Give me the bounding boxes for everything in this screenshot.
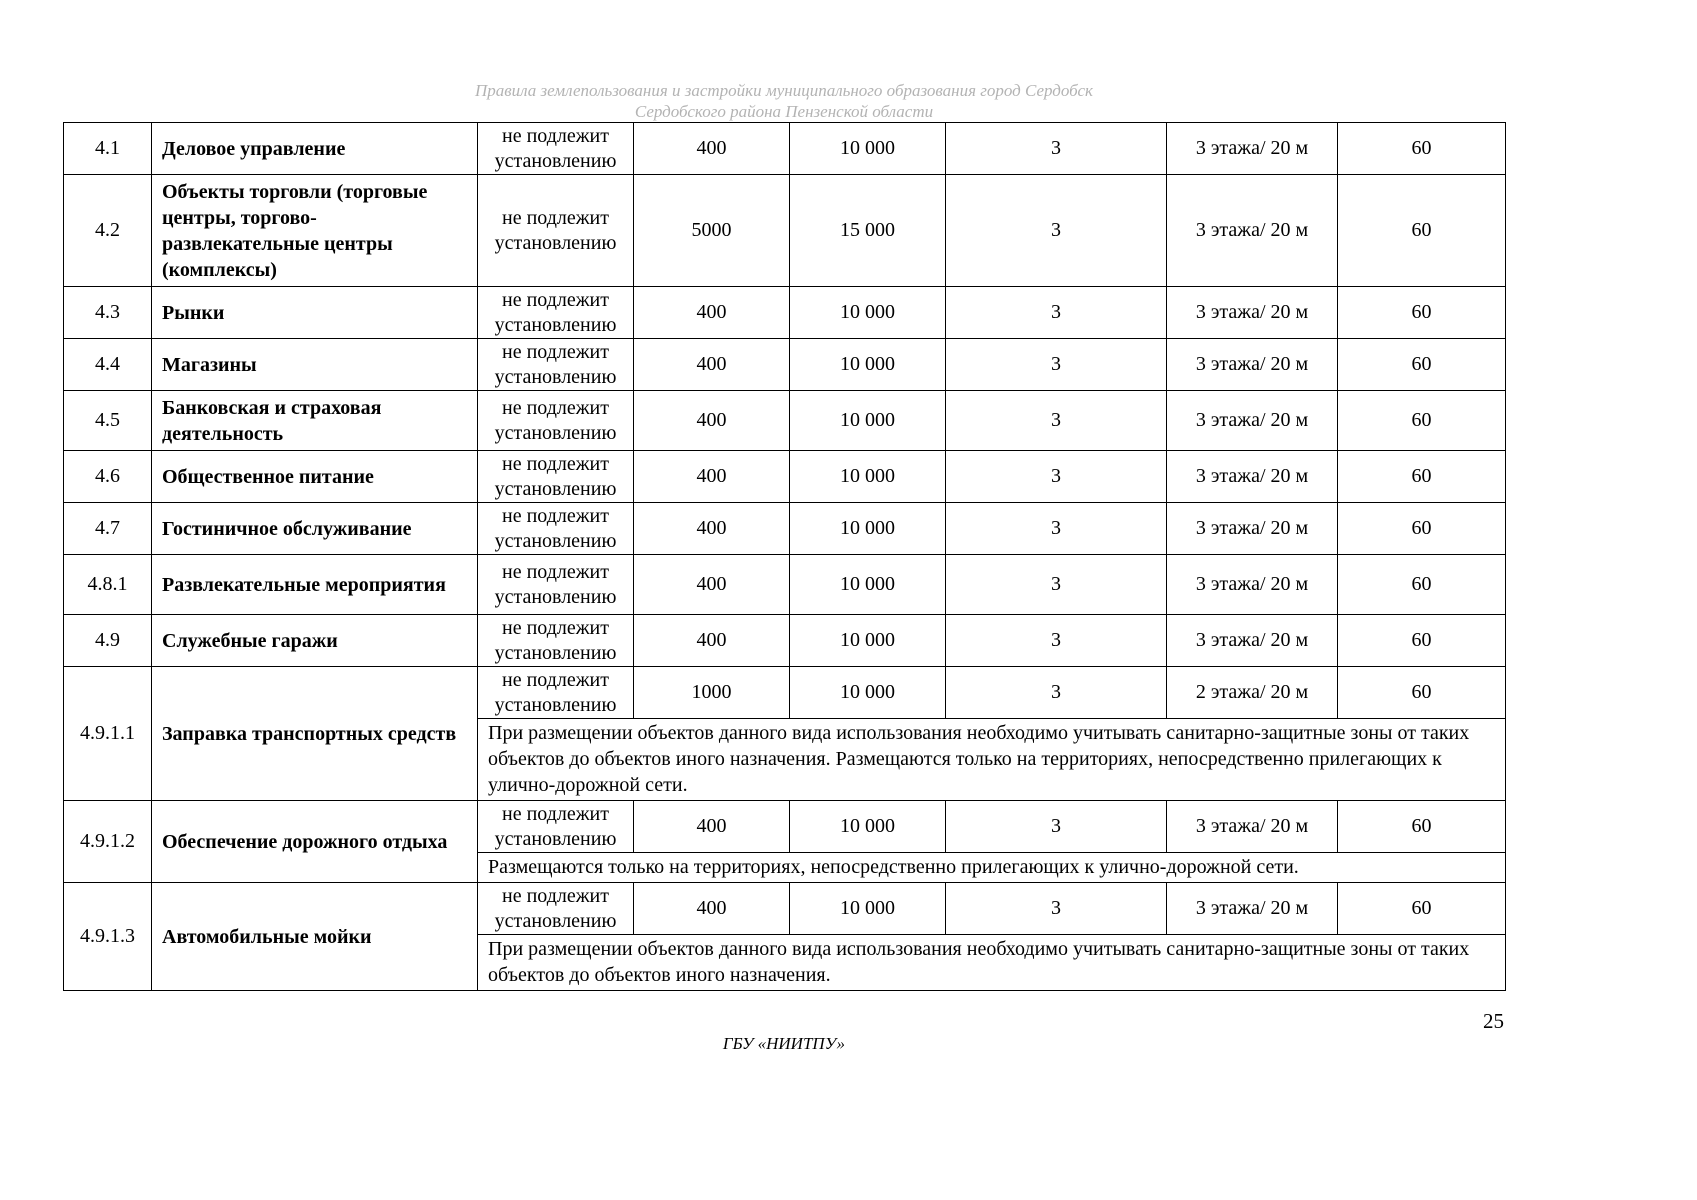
- table-row: [64, 451, 1506, 503]
- cell-max-height: 3 этажа/ 20 м: [1167, 503, 1338, 555]
- cell-max-area: 10 000: [790, 451, 946, 503]
- cell-min-width: не подлежит установлению: [478, 503, 634, 555]
- table-row: [64, 801, 1506, 853]
- cell-min-width: не подлежит установлению: [478, 615, 634, 667]
- cell-min-area: 400: [634, 615, 790, 667]
- table-row: [64, 667, 1506, 719]
- cell-coverage: 60: [1338, 555, 1506, 615]
- cell-min-width: не подлежит установлению: [478, 391, 634, 451]
- cell-max-area: 10 000: [790, 615, 946, 667]
- cell-setback: 3: [946, 391, 1167, 451]
- document-footer: ГБУ «НИИТПУ»: [722, 1034, 846, 1053]
- table-row: [64, 503, 1506, 555]
- cell-max-height: 3 этажа/ 20 м: [1167, 883, 1338, 935]
- cell-max-height: 3 этажа/ 20 м: [1167, 339, 1338, 391]
- cell-setback: 3: [946, 667, 1167, 719]
- cell-max-area: 10 000: [790, 287, 946, 339]
- cell-max-height: 3 этажа/ 20 м: [1167, 801, 1338, 853]
- cell-coverage: 60: [1338, 667, 1506, 719]
- cell-setback: 3: [946, 451, 1167, 503]
- row-name: Магазины: [152, 339, 478, 391]
- cell-min-width: не подлежит установлению: [478, 451, 634, 503]
- cell-coverage: 60: [1338, 801, 1506, 853]
- cell-max-area: 15 000: [790, 175, 946, 287]
- cell-max-height: 3 этажа/ 20 м: [1167, 555, 1338, 615]
- cell-min-area: 400: [634, 801, 790, 853]
- cell-min-width: не подлежит установлению: [478, 667, 634, 719]
- row-code: 4.8.1: [64, 555, 152, 615]
- table-row: [64, 555, 1506, 615]
- cell-coverage: 60: [1338, 503, 1506, 555]
- row-note: При размещении объектов данного вида использования необходимо учитывать санитарно-защитные зоны от таких объектов до объектов иного назначения. Размещаются только на территориях, непосредственно прилегающих к улично-дорожной сети.: [478, 719, 1506, 801]
- cell-max-area: 10 000: [790, 123, 946, 175]
- cell-max-area: 10 000: [790, 667, 946, 719]
- cell-min-width: не подлежит установлению: [478, 801, 634, 853]
- row-code: 4.9.1.1: [64, 667, 152, 801]
- cell-setback: 3: [946, 503, 1167, 555]
- cell-min-area: 400: [634, 451, 790, 503]
- cell-coverage: 60: [1338, 615, 1506, 667]
- cell-setback: 3: [946, 615, 1167, 667]
- cell-min-area: 1000: [634, 667, 790, 719]
- row-note: Размещаются только на территориях, непосредственно прилегающих к улично-дорожной сети.: [478, 853, 1506, 883]
- zoning-parameters-table: [63, 122, 1506, 991]
- cell-min-width: не подлежит установлению: [478, 339, 634, 391]
- cell-coverage: 60: [1338, 883, 1506, 935]
- row-code: 4.1: [64, 123, 152, 175]
- cell-setback: 3: [946, 555, 1167, 615]
- header-line-2: Сердобского района Пензенской области: [634, 102, 934, 121]
- cell-min-width: не подлежит установлению: [478, 123, 634, 175]
- cell-min-area: 400: [634, 555, 790, 615]
- row-name: Общественное питание: [152, 451, 478, 503]
- row-name: Автомобильные мойки: [152, 883, 478, 991]
- table-row: [64, 287, 1506, 339]
- cell-max-height: 3 этажа/ 20 м: [1167, 451, 1338, 503]
- cell-coverage: 60: [1338, 123, 1506, 175]
- row-code: 4.5: [64, 391, 152, 451]
- table-row: [64, 123, 1506, 175]
- cell-coverage: 60: [1338, 287, 1506, 339]
- row-name: Служебные гаражи: [152, 615, 478, 667]
- cell-coverage: 60: [1338, 175, 1506, 287]
- cell-coverage: 60: [1338, 451, 1506, 503]
- page-number: 25: [1483, 1009, 1504, 1033]
- document-header: [0, 80, 1568, 122]
- row-name: Банковская и страховая деятельность: [152, 391, 478, 451]
- cell-max-area: 10 000: [790, 883, 946, 935]
- cell-min-width: не подлежит установлению: [478, 287, 634, 339]
- row-code: 4.3: [64, 287, 152, 339]
- cell-max-height: 3 этажа/ 20 м: [1167, 391, 1338, 451]
- cell-setback: 3: [946, 801, 1167, 853]
- table-row: [64, 883, 1506, 935]
- cell-setback: 3: [946, 287, 1167, 339]
- row-name: Объекты торговли (торговые центры, торгово-развлекательные центры (комплексы): [152, 175, 478, 287]
- row-name: Гостиничное обслуживание: [152, 503, 478, 555]
- row-name: Деловое управление: [152, 123, 478, 175]
- cell-coverage: 60: [1338, 339, 1506, 391]
- row-name: Заправка транспортных средств: [152, 667, 478, 801]
- row-name: Обеспечение дорожного отдыха: [152, 801, 478, 883]
- cell-setback: 3: [946, 123, 1167, 175]
- table-row: [64, 615, 1506, 667]
- row-code: 4.9.1.2: [64, 801, 152, 883]
- row-code: 4.9: [64, 615, 152, 667]
- cell-max-height: 3 этажа/ 20 м: [1167, 123, 1338, 175]
- row-code: 4.7: [64, 503, 152, 555]
- cell-min-width: не подлежит установлению: [478, 175, 634, 287]
- row-name: Развлекательные мероприятия: [152, 555, 478, 615]
- cell-max-height: 3 этажа/ 20 м: [1167, 175, 1338, 287]
- table-row: [64, 339, 1506, 391]
- cell-coverage: 60: [1338, 391, 1506, 451]
- table-row: [64, 175, 1506, 287]
- cell-max-area: 10 000: [790, 339, 946, 391]
- row-code: 4.2: [64, 175, 152, 287]
- row-code: 4.6: [64, 451, 152, 503]
- cell-max-height: 3 этажа/ 20 м: [1167, 615, 1338, 667]
- row-note: При размещении объектов данного вида использования необходимо учитывать санитарно-защитные зоны от таких объектов до объектов иного назначения.: [478, 935, 1506, 991]
- cell-max-area: 10 000: [790, 801, 946, 853]
- cell-min-area: 5000: [634, 175, 790, 287]
- header-line-1: Правила землепользования и застройки муниципального образования город Сердобск: [474, 81, 1093, 100]
- row-name: Рынки: [152, 287, 478, 339]
- cell-max-area: 10 000: [790, 555, 946, 615]
- table-body: [64, 123, 1506, 991]
- table-row: [64, 391, 1506, 451]
- cell-max-height: 2 этажа/ 20 м: [1167, 667, 1338, 719]
- cell-min-area: 400: [634, 391, 790, 451]
- cell-max-height: 3 этажа/ 20 м: [1167, 287, 1338, 339]
- cell-min-width: не подлежит установлению: [478, 883, 634, 935]
- cell-setback: 3: [946, 339, 1167, 391]
- cell-setback: 3: [946, 175, 1167, 287]
- cell-setback: 3: [946, 883, 1167, 935]
- cell-min-area: 400: [634, 503, 790, 555]
- cell-min-width: не подлежит установлению: [478, 555, 634, 615]
- cell-min-area: 400: [634, 123, 790, 175]
- cell-min-area: 400: [634, 287, 790, 339]
- cell-min-area: 400: [634, 883, 790, 935]
- row-code: 4.4: [64, 339, 152, 391]
- row-code: 4.9.1.3: [64, 883, 152, 991]
- cell-min-area: 400: [634, 339, 790, 391]
- cell-max-area: 10 000: [790, 503, 946, 555]
- cell-max-area: 10 000: [790, 391, 946, 451]
